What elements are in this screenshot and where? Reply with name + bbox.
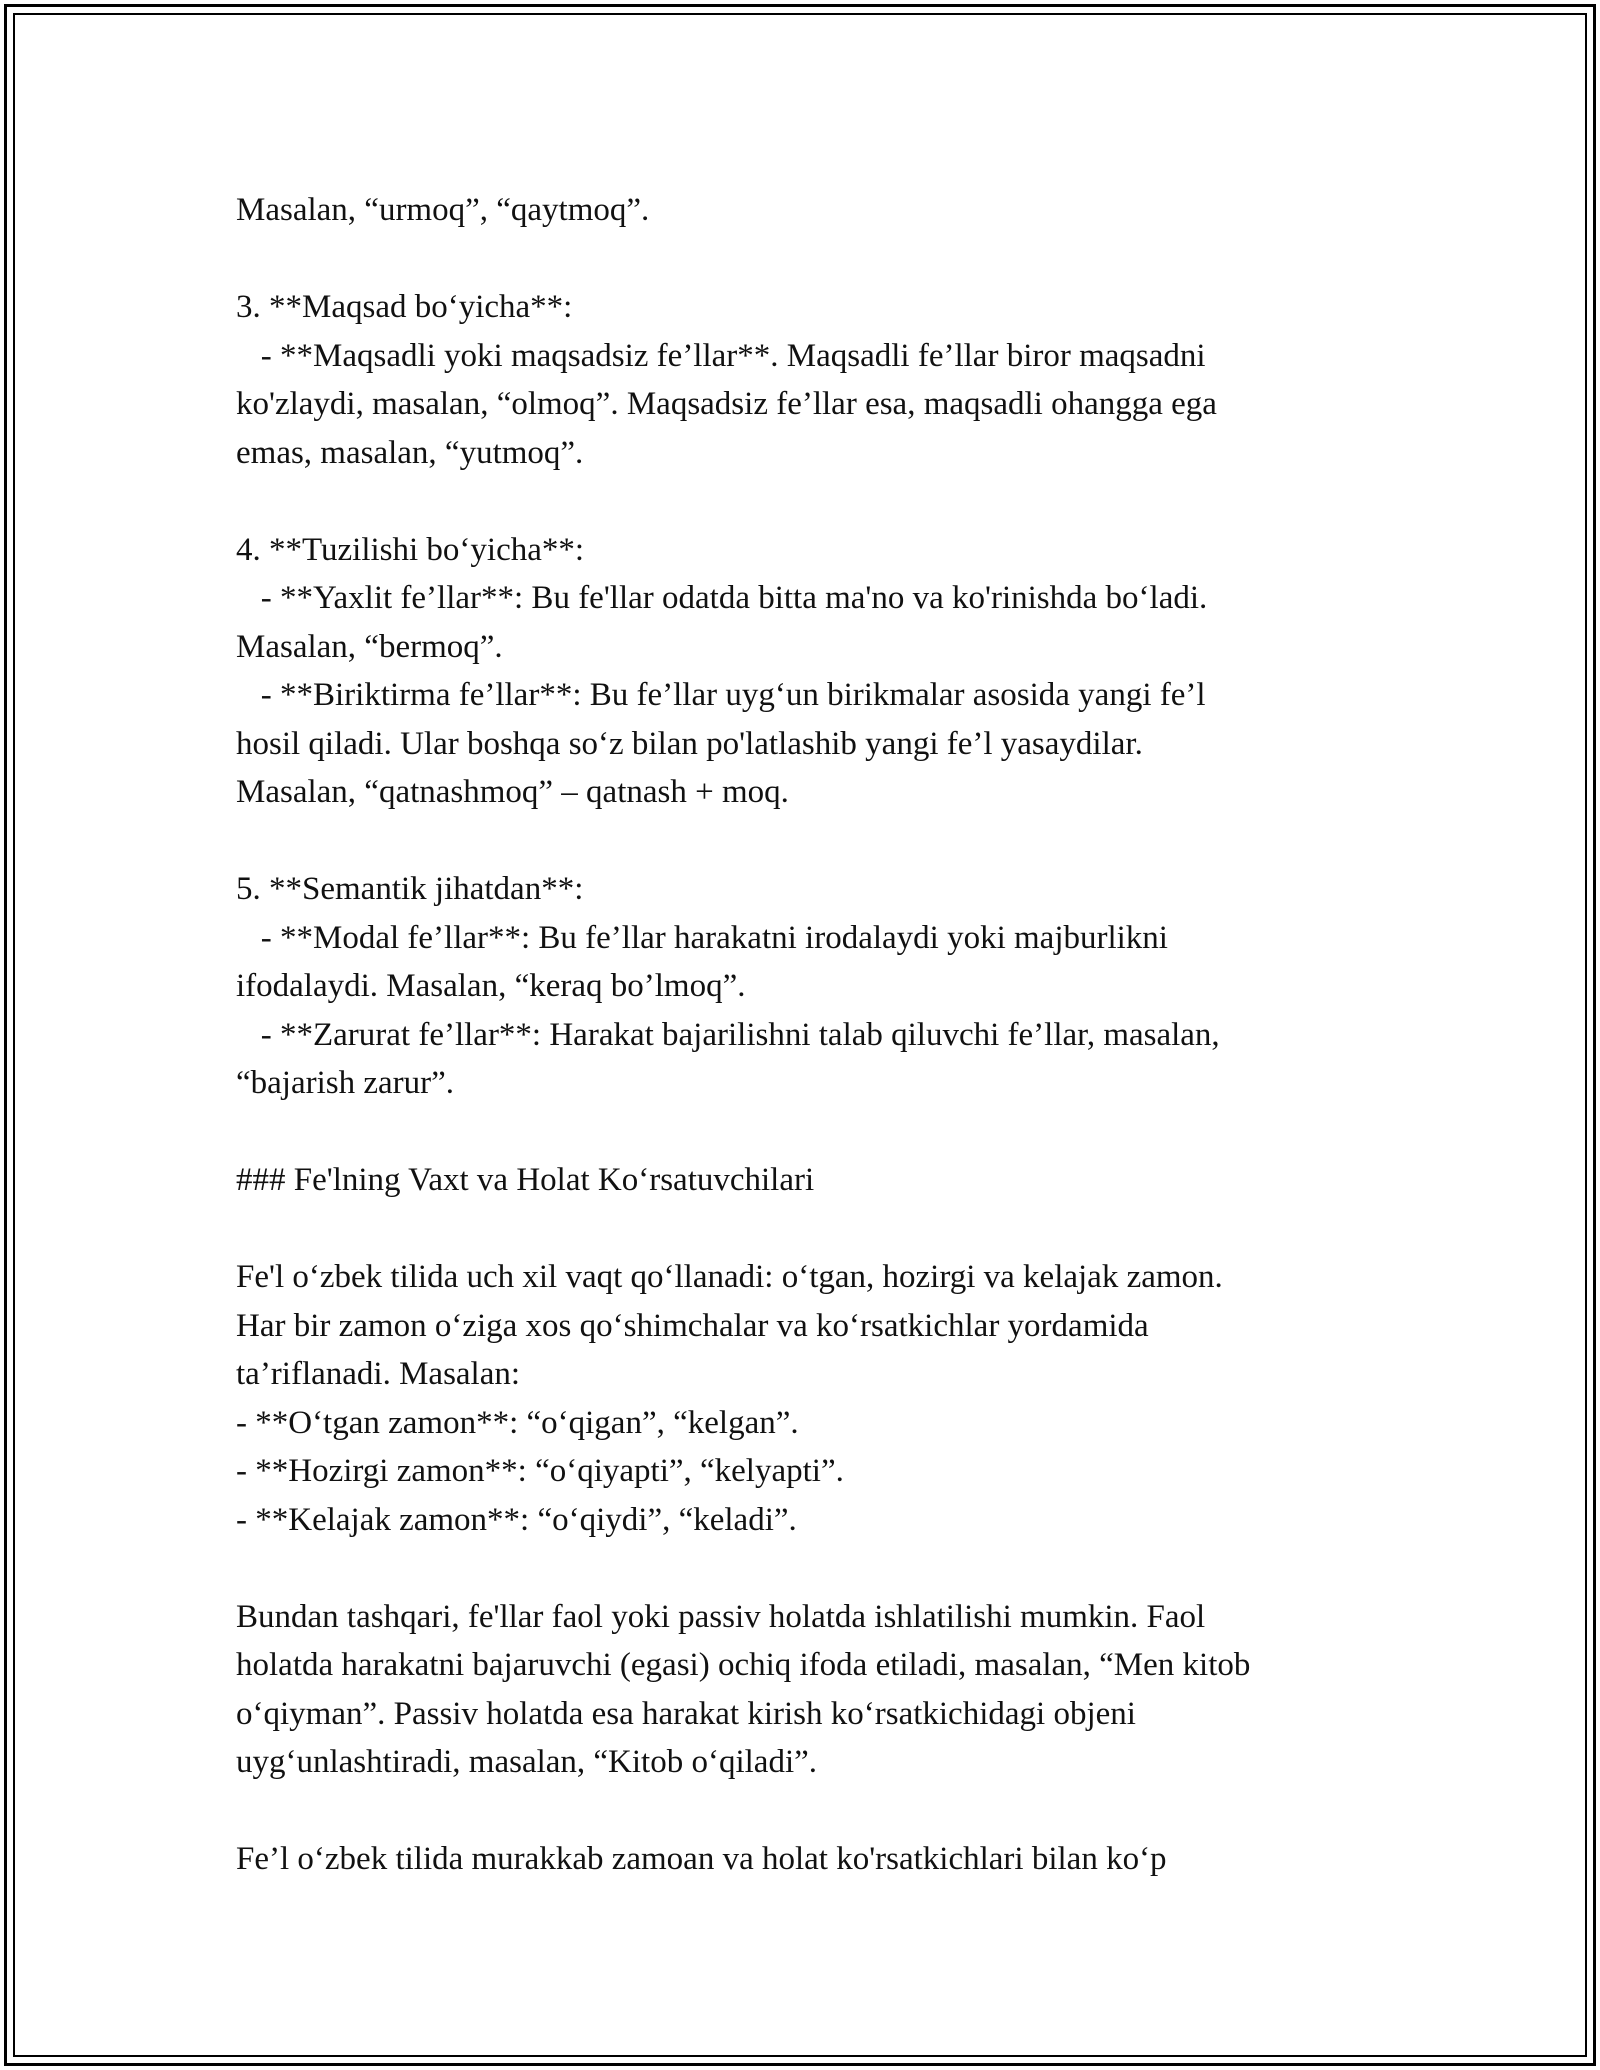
text-line: - **Maqsadli yoki maqsadsiz fe’llar**. Maqsadli fe’llar biror maqsadni — [236, 337, 1206, 374]
blank-line — [236, 1787, 1386, 1836]
text-line: “bajarish zarur”. — [236, 1065, 455, 1101]
blank-line — [236, 1205, 1386, 1254]
section-heading-maqsad: 3. **Maqsad bo‘yicha**: — [236, 289, 573, 325]
text-line: emas, masalan, “yutmoq”. — [236, 434, 584, 471]
text-line: uyg‘unlashtiradi, masalan, “Kitob o‘qiladi”. — [236, 1744, 818, 1780]
section-heading-semantik: 5. **Semantik jihatdan**: — [236, 871, 584, 907]
section-heading-vaxt-holat: ### Fe'lning Vaxt va Holat Ko‘rsatuvchilari — [236, 1162, 815, 1198]
text-line: o‘qiyman”. Passiv holatda esa harakat kirish ko‘rsatkichidagi objeni — [236, 1695, 1136, 1732]
section-heading-tuzilishi: 4. **Tuzilishi bo‘yicha**: — [236, 531, 585, 568]
text-line: - **Zarurat fe’llar**: Harakat bajarilishni talab qiluvchi fe’llar, masalan, — [236, 1016, 1220, 1053]
blank-line — [236, 817, 1386, 866]
text-line: - **Modal fe’llar**: Bu fe’llar harakatni irodalaydi yoki majburlikni — [236, 919, 1168, 956]
text-line: ta’riflanadi. Masalan: — [236, 1356, 521, 1392]
text-line: Masalan, “bermoq”. — [236, 628, 503, 665]
text-line: Fe’l o‘zbek tilida murakkab zamoan va holat ko'rsatkichlari bilan ko‘p — [236, 1841, 1167, 1877]
text-line: ifodalaydi. Masalan, “keraq bo’lmoq”. — [236, 968, 746, 1004]
text-line: Har bir zamon o‘ziga xos qo‘shimchalar va ko‘rsatkichlar yordamida — [236, 1307, 1149, 1344]
blank-line — [236, 1544, 1386, 1593]
document-body — [236, 186, 1386, 1884]
text-line: holatda harakatni bajaruvchi (egasi) ochiq ifoda etiladi, masalan, “Men kitob — [236, 1647, 1251, 1683]
blank-line — [236, 1108, 1386, 1157]
text-line: Masalan, “urmoq”, “qaytmoq”. — [236, 192, 650, 228]
list-item: - **Kelajak zamon**: “o‘qiydi”, “keladi”. — [236, 1501, 797, 1538]
text-line: - **Biriktirma fe’llar**: Bu fe’llar uyg‘un birikmalar asosida yangi fe’l — [236, 677, 1206, 713]
blank-line — [236, 235, 1386, 284]
text-line: Masalan, “qatnashmoq” – qatnash + moq. — [236, 774, 789, 810]
text-line: - **Yaxlit fe’llar**: Bu fe'llar odatda bitta ma'no va ko'rinishda bo‘ladi. — [236, 580, 1208, 616]
list-item: - **Hozirgi zamon**: “o‘qiyapti”, “kelyapti”. — [236, 1453, 844, 1489]
text-line: Bundan tashqari, fe'llar faol yoki passiv holatda ishlatilishi mumkin. Faol — [236, 1598, 1206, 1635]
list-item: - **O‘tgan zamon**: “o‘qigan”, “kelgan”. — [236, 1404, 799, 1441]
text-line: Fe'l o‘zbek tilida uch xil vaqt qo‘llanadi: o‘tgan, hozirgi va kelajak zamon. — [236, 1259, 1223, 1295]
blank-line — [236, 477, 1386, 526]
text-line: hosil qiladi. Ular boshqa so‘z bilan po'latlashib yangi fe’l yasaydilar. — [236, 725, 1143, 762]
text-line: ko'zlaydi, masalan, “olmoq”. Maqsadsiz fe’llar esa, maqsadli ohangga ega — [236, 386, 1217, 422]
